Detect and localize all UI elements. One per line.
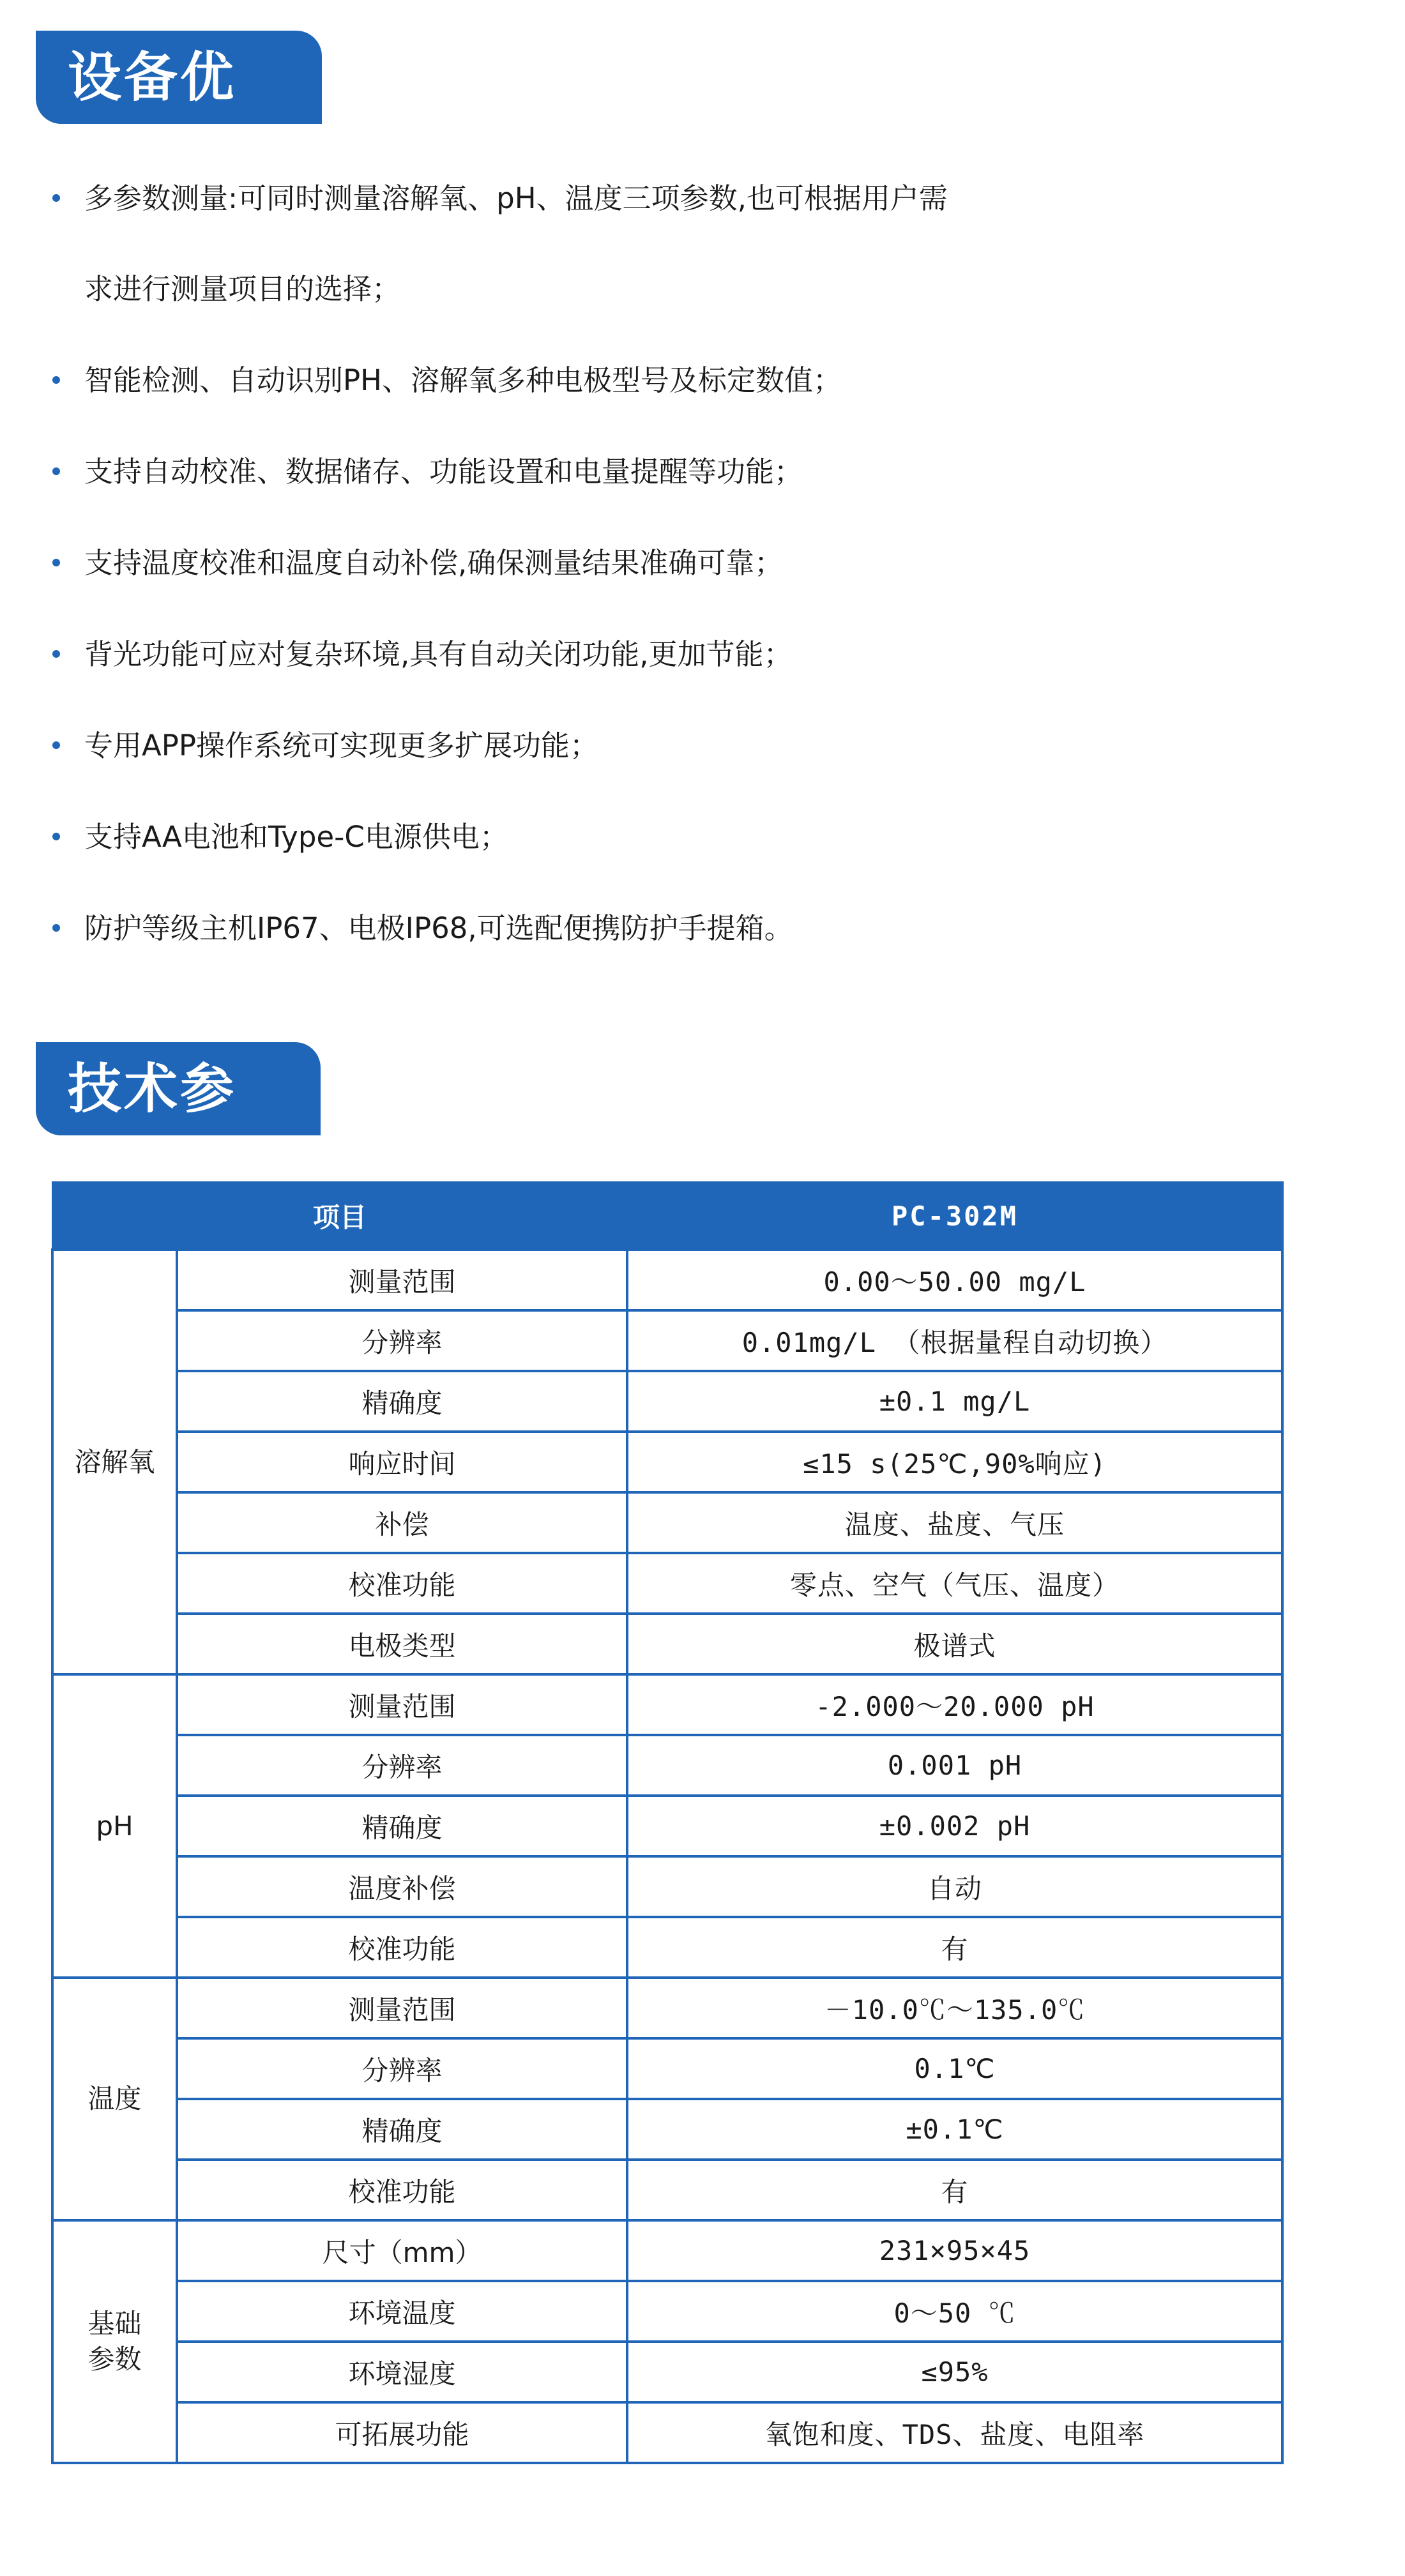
- header-model: PC-302M: [627, 1183, 1282, 1250]
- table-row: [52, 1614, 1282, 1674]
- bullet-icon: [52, 376, 60, 384]
- table-row: [52, 1735, 1282, 1796]
- param-name: 分辨率: [177, 1735, 627, 1796]
- table-row: [52, 2160, 1282, 2220]
- param-value: －10.0℃～135.0℃: [627, 1978, 1282, 2038]
- advantage-text: 支持自动校准、数据储存、功能设置和电量提醒等功能；: [84, 455, 803, 489]
- table-row: [52, 1432, 1282, 1492]
- param-value: 氧饱和度、TDS、盐度、电阻率: [627, 2402, 1282, 2463]
- bullet-icon: [52, 650, 60, 658]
- param-name: 环境湿度: [177, 2342, 627, 2402]
- advantage-text: 防护等级主机IP67、电极IP68,可选配便携防护手提箱。: [84, 911, 793, 945]
- advantage-text: 支持AA电池和Type-C电源供电；: [84, 820, 508, 854]
- table-row: [52, 2402, 1282, 2463]
- param-name: 分辨率: [177, 1310, 627, 1371]
- advantage-item: [51, 815, 1073, 860]
- param-name: 尺寸（mm）: [177, 2220, 627, 2281]
- bullet-icon: [52, 467, 60, 475]
- param-value: 0～50 ℃: [627, 2281, 1282, 2342]
- bullet-icon: [52, 924, 60, 932]
- param-name: 分辨率: [177, 2038, 627, 2099]
- advantage-item: [51, 450, 1073, 494]
- param-name: 可拓展功能: [177, 2402, 627, 2463]
- bullet-icon: [52, 194, 60, 202]
- advantages-list: [51, 176, 1073, 997]
- param-value: 自动: [627, 1856, 1282, 1917]
- param-name: 补偿: [177, 1492, 627, 1553]
- param-name: 精确度: [177, 2099, 627, 2160]
- param-name: 电极类型: [177, 1614, 627, 1674]
- group-name: 溶解氧: [52, 1250, 177, 1674]
- table-row: [52, 1674, 1282, 1735]
- param-name: 环境温度: [177, 2281, 627, 2342]
- param-value: 温度、盐度、气压: [627, 1492, 1282, 1553]
- advantage-text: 支持温度校准和温度自动补偿,确保测量结果准确可靠；: [84, 546, 784, 580]
- param-value: ±0.1 mg/L: [627, 1371, 1282, 1432]
- param-name: 测量范围: [177, 1978, 627, 2038]
- section-title-advantages: 设备优势: [36, 31, 322, 124]
- table-row: [52, 2281, 1282, 2342]
- advantage-item: [51, 358, 1073, 403]
- table-row: [52, 1492, 1282, 1553]
- param-value: 231×95×45: [627, 2220, 1282, 2281]
- param-value: 零点、空气（气压、温度）: [627, 1553, 1282, 1614]
- param-name: 精确度: [177, 1371, 627, 1432]
- spec-table-header: [52, 1183, 1282, 1250]
- param-value: ≤95%: [627, 2342, 1282, 2402]
- param-value: 0.001 pH: [627, 1735, 1282, 1796]
- advantage-text: 智能检测、自动识别PH、溶解氧多种电极型号及标定数值；: [84, 363, 842, 397]
- param-name: 温度补偿: [177, 1856, 627, 1917]
- table-row: [52, 1553, 1282, 1614]
- param-value: ±0.1℃: [627, 2099, 1282, 2160]
- advantage-text: 多参数测量:可同时测量溶解氧、pH、温度三项参数,也可根据用户需: [84, 181, 948, 215]
- bullet-icon: [52, 833, 60, 840]
- param-name: 精确度: [177, 1796, 627, 1856]
- table-row: [52, 1796, 1282, 1856]
- param-name: 测量范围: [177, 1250, 627, 1310]
- param-value: 0.00～50.00 mg/L: [627, 1250, 1282, 1310]
- group-name: 温度: [52, 1978, 177, 2220]
- table-row: [52, 2038, 1282, 2099]
- advantage-item: [51, 632, 1073, 677]
- param-value: 有: [627, 2160, 1282, 2220]
- param-value: ±0.002 pH: [627, 1796, 1282, 1856]
- table-row: [52, 2342, 1282, 2402]
- advantage-item: [51, 906, 1073, 951]
- header-item: 项目: [52, 1183, 627, 1250]
- spec-table: [51, 1181, 1284, 2464]
- param-value: 0.1℃: [627, 2038, 1282, 2099]
- bullet-icon: [52, 559, 60, 566]
- group-name: pH: [52, 1674, 177, 1978]
- table-row: [52, 1978, 1282, 2038]
- param-name: 校准功能: [177, 1917, 627, 1978]
- bullet-icon: [52, 741, 60, 749]
- param-value: ≤15 s(25℃,90%响应): [627, 1432, 1282, 1492]
- advantage-item: [51, 176, 1073, 312]
- advantage-item: [51, 541, 1073, 586]
- group-name: 基础 参数: [52, 2220, 177, 2463]
- param-name: 校准功能: [177, 2160, 627, 2220]
- table-row: [52, 2220, 1282, 2281]
- table-row: [52, 1310, 1282, 1371]
- advantage-text: 专用APP操作系统可实现更多扩展功能；: [84, 729, 599, 762]
- param-name: 响应时间: [177, 1432, 627, 1492]
- param-value: -2.000～20.000 pH: [627, 1674, 1282, 1735]
- param-name: 测量范围: [177, 1674, 627, 1735]
- advantage-item: [51, 724, 1073, 768]
- table-row: [52, 1250, 1282, 1310]
- table-row: [52, 1917, 1282, 1978]
- param-value: 0.01mg/L （根据量程自动切换）: [627, 1310, 1282, 1371]
- param-value: 极谱式: [627, 1614, 1282, 1674]
- section-title-specs: 技术参: [36, 1042, 321, 1135]
- table-row: [52, 1856, 1282, 1917]
- param-name: 校准功能: [177, 1553, 627, 1614]
- table-row: [52, 1371, 1282, 1432]
- advantage-text: 求进行测量项目的选择；: [84, 272, 401, 306]
- param-value: 有: [627, 1917, 1282, 1978]
- table-row: [52, 2099, 1282, 2160]
- advantage-text: 背光功能可应对复杂环境,具有自动关闭功能,更加节能；: [84, 637, 793, 671]
